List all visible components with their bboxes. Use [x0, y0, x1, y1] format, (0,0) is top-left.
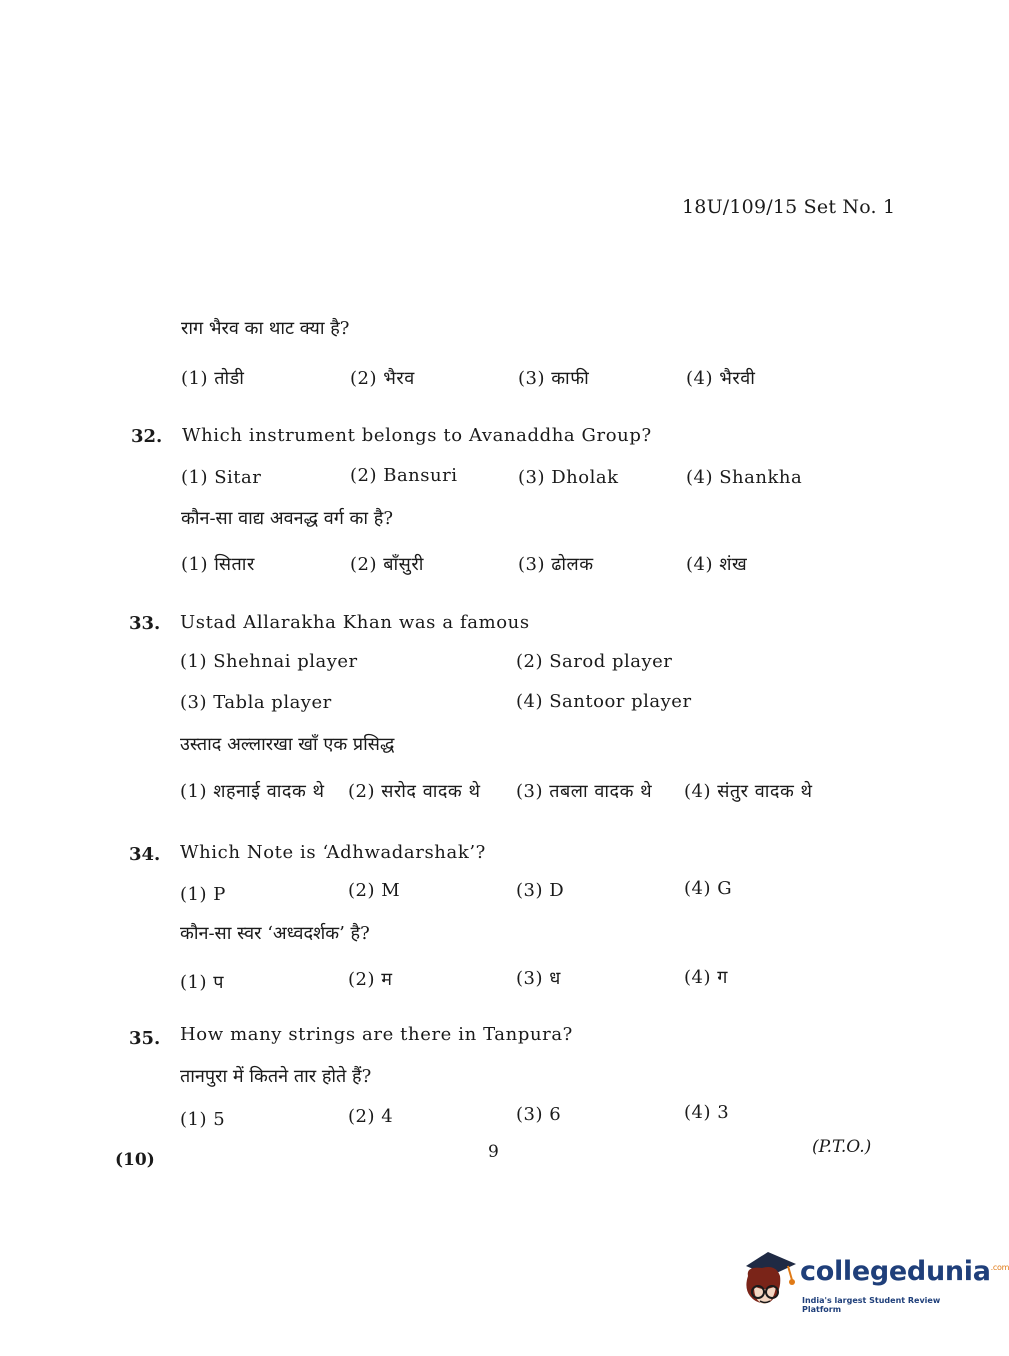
q32-option-2: (2) Bansuri	[350, 465, 458, 486]
q32-hindi-option-4: (4) शंख	[686, 554, 748, 575]
q34-hindi-option-4: (4) ग	[684, 967, 728, 988]
q35-hindi-text: तानपुरा में कितने तार होते हैं?	[180, 1066, 372, 1087]
q34-hindi-option-2: (2) म	[348, 969, 393, 990]
q33-hindi-option-2: (2) सरोद वादक थे	[348, 781, 481, 802]
q35-option-3: (3) 6	[516, 1104, 562, 1125]
q34-option-4: (4) G	[684, 878, 733, 899]
q32-text: Which instrument belongs to Avanaddha Group?	[182, 425, 652, 446]
q35-text: How many strings are there in Tanpura?	[180, 1024, 573, 1045]
q34-hindi-option-3: (3) ध	[516, 968, 561, 989]
q33-hindi-option-3: (3) तबला वादक थे	[516, 781, 653, 802]
q32-hindi-option-2: (2) बाँसुरी	[350, 554, 424, 575]
q34-option-1: (1) P	[180, 884, 226, 905]
q34-text: Which Note is ‘Adhwadarshak’?	[180, 842, 486, 863]
q34-option-3: (3) D	[516, 880, 565, 901]
paper-code: 18U/109/15 Set No. 1	[682, 196, 896, 218]
q32-option-3: (3) Dholak	[518, 467, 619, 488]
q31-hindi-option-4: (4) भैरवी	[686, 368, 756, 389]
q33-hindi-text: उस्ताद अल्लारखा खाँ एक प्रसिद्ध	[180, 734, 395, 755]
q35-number: 35.	[129, 1028, 161, 1049]
q33-number: 33.	[129, 613, 161, 634]
q33-option-2: (2) Sarod player	[516, 651, 673, 672]
q34-option-2: (2) M	[348, 880, 401, 901]
collegedunia-logo[interactable]	[740, 1246, 1009, 1318]
q33-hindi-option-4: (4) संतुर वादक थे	[684, 781, 813, 802]
q34-number: 34.	[129, 844, 161, 865]
q31-hindi-text: राग भैरव का थाट क्या है?	[181, 318, 350, 339]
pto-note: (P.T.O.)	[812, 1137, 872, 1157]
q34-hindi-option-1: (1) प	[180, 972, 224, 993]
q31-hindi-option-1: (1) तोडी	[181, 368, 245, 389]
q32-hindi-option-3: (3) ढोलक	[518, 554, 594, 575]
q33-option-4: (4) Santoor player	[516, 691, 692, 712]
page-number: 9	[488, 1142, 499, 1162]
q33-hindi-option-1: (1) शहनाई वादक थे	[180, 781, 325, 802]
logo-wordmark: collegedunia$^{.com}$	[800, 1256, 1009, 1287]
q31-hindi-option-3: (3) काफी	[518, 368, 590, 389]
q34-hindi-text: कौन-सा स्वर ‘अध्वदर्शक’ है?	[180, 923, 370, 944]
logo-tagline: India's largest Student Review Platform	[802, 1296, 941, 1314]
q35-option-4: (4) 3	[684, 1102, 730, 1123]
mascot-icon	[740, 1246, 800, 1318]
q31-hindi-option-2: (2) भैरव	[350, 368, 415, 389]
q32-option-4: (4) Shankha	[686, 467, 803, 488]
q32-hindi-option-1: (1) सितार	[181, 554, 255, 575]
q32-hindi-text: कौन-सा वाद्य अवनद्ध वर्ग का है?	[181, 508, 393, 529]
footer-copies: (10)	[115, 1150, 155, 1170]
q35-option-2: (2) 4	[348, 1106, 394, 1127]
q33-option-1: (1) Shehnai player	[180, 651, 358, 672]
q32-option-1: (1) Sitar	[181, 467, 262, 488]
q33-text: Ustad Allarakha Khan was a famous	[180, 612, 530, 633]
q35-option-1: (1) 5	[180, 1109, 226, 1130]
q33-option-3: (3) Tabla player	[180, 692, 332, 713]
q32-number: 32.	[131, 426, 163, 447]
